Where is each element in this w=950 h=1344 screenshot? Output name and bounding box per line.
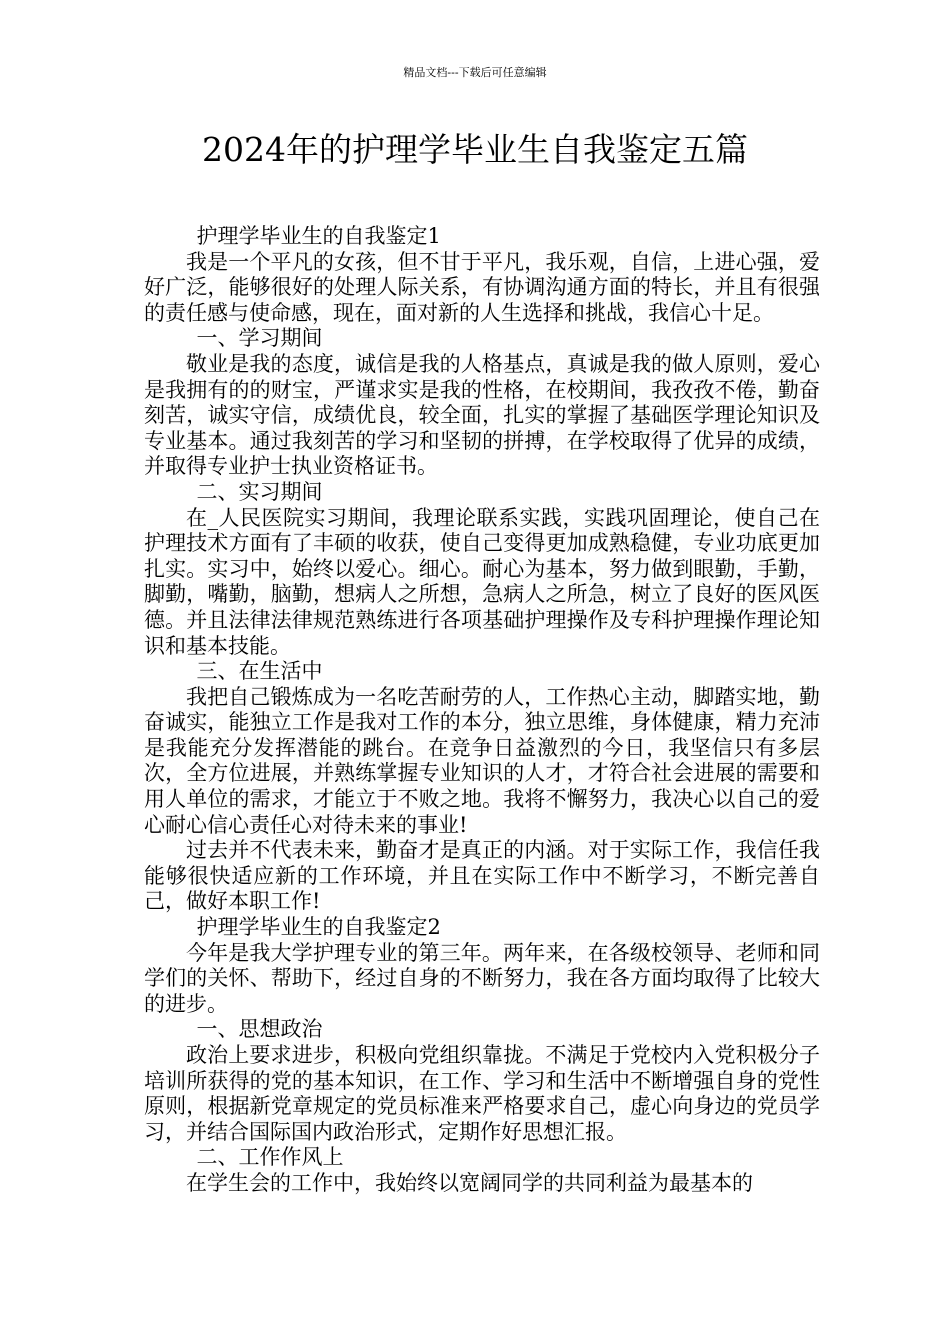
body-paragraph: 我是一个平凡的女孩，但不甘于平凡，我乐观，自信，上进心强，爱好广泛，能够很好的处理人际关系，有协调沟通方面的特长，并且有很强的责任感与使命感，现在，面对新的人生选择和挑战，我信心十足。 [144, 249, 820, 325]
body-paragraph: 我把自己锻炼成为一名吃苦耐劳的人，工作热心主动，脚踏实地，勤奋诚实，能独立工作是我对工作的本分，独立思维，身体健康，精力充沛是我能充分发挥潜能的跳台。在竞争日益激烈的今日，我坚信只有多层次，全方位进展，并熟练掌握专业知识的人才，才符合社会进展的需要和用人单位的需求，才能立于不败之地。我将不懈努力，我决心以自己的爱心耐心信心责任心对待未来的事业! [144, 684, 820, 837]
body-paragraph: 今年是我大学护理专业的第三年。两年来，在各级校领导、老师和同学们的关怀、帮助下，经过自身的不断努力，我在各方面均取得了比较大的进步。 [144, 940, 820, 1016]
document-title: 2024年的护理学毕业生自我鉴定五篇 [202, 130, 748, 169]
header-note: 精品文档---下载后可任意编辑 [403, 66, 547, 79]
document-body [144, 224, 820, 1197]
section-heading: 护理学毕业生的自我鉴定2 [196, 915, 441, 940]
body-paragraph: 在学生会的工作中，我始终以宽阔同学的共同利益为最基本的 [186, 1170, 753, 1195]
section-heading: 二、工作作风上 [196, 1145, 344, 1170]
body-paragraph: 政治上要求进步，积极向党组织靠拢。不满足于党校内入党积极分子培训所获得的党的基本知识，在工作、学习和生活中不断增强自身的党性原则，根据新党章规定的党员标准来严格要求自己，虚心向身边的党员学习，并结合国际国内政治形式，定期作好思想汇报。 [144, 1043, 820, 1144]
section-heading: 一、学习期间 [196, 326, 323, 351]
body-paragraph: 过去并不代表未来，勤奋才是真正的内涵。对于实际工作，我信任我能够很快适应新的工作环境，并且在实际工作中不断学习，不断完善自己，做好本职工作! [144, 838, 820, 914]
section-heading: 护理学毕业生的自我鉴定1 [196, 224, 441, 248]
body-paragraph: 在_人民医院实习期间，我理论联系实践，实践巩固理论，使自己在护理技术方面有了丰硕的收获，使自己变得更加成熟稳健，专业功底更加扎实。实习中，始终以爱心。细心。耐心为基本，努力做到眼勤，手勤，脚勤，嘴勤，脑勤，想病人之所想，急病人之所急，树立了良好的医风医德。并且法律法律规范熟练进行各项基础护理操作及专科护理操作理论知识和基本技能。 [144, 505, 820, 658]
section-heading: 三、在生活中 [196, 659, 323, 684]
section-heading: 二、实习期间 [196, 479, 323, 504]
body-paragraph: 敬业是我的态度，诚信是我的人格基点，真诚是我的做人原则，爱心是我拥有的的财宝，严谨求实是我的性格，在校期间，我孜孜不倦，勤奋刻苦，诚实守信，成绩优良，较全面，扎实的掌握了基础医学理论知识及专业基本。通过我刻苦的学习和坚韧的拼搏，在学校取得了优异的成绩，并取得专业护士执业资格证书。 [144, 351, 820, 479]
section-heading: 一、思想政治 [196, 1017, 323, 1042]
